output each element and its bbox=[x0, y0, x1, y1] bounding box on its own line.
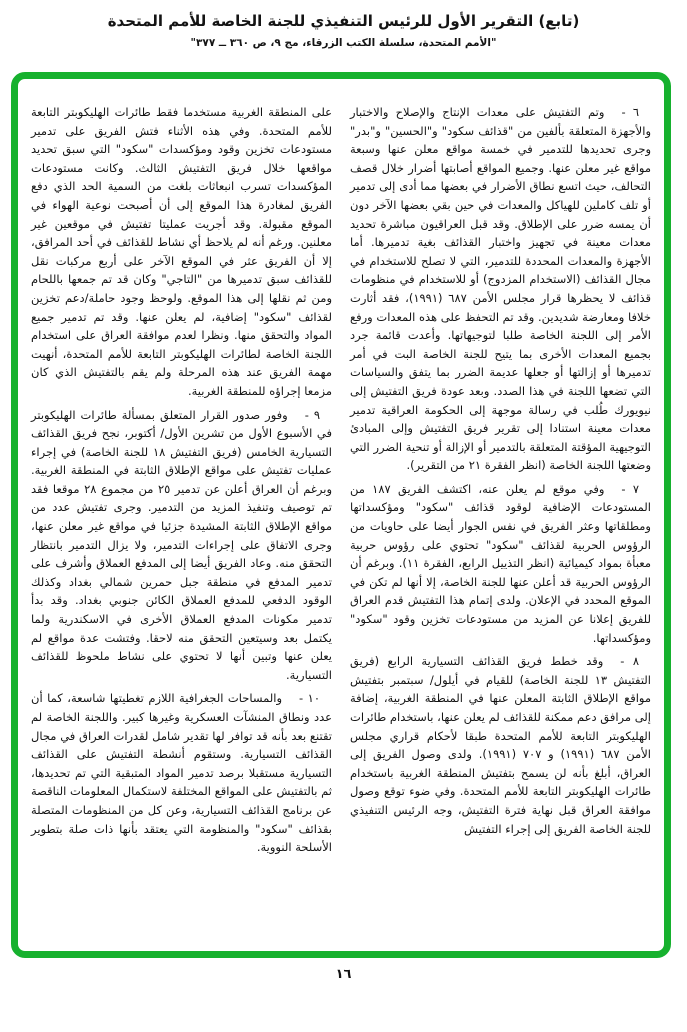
paragraph-7 bbox=[350, 480, 651, 647]
paragraph-text: على المنطقة الغربية مستخدما فقط طائرات الهليكوبتر التابعة للأمم المتحدة. وفي هذه الأثناء فتش الفريق على تدمير مستودعات تخزين وقود ومؤكسدات "سكود" التي سبق تحديد مواقعها خلال فريق التفتيش الثالث. وكانت مستودعات المؤكسدات تسرب انبعاثات بلغت من السمية الحد الذي دفع الفريق لمغادرة هذا الموقع إلى أن أصبحت نوعية الهواء في الموقع مقبولة. وقد أجريت عمليتا تفتيش في موقعين غير معلنين. ورغم أنه لم يلاحظ أي نشاط للقذائف في أحد المرافق، إلا أن الفريق عثر في الموقع الآخر على أربع مركبات نقل للقذائف سبق تدميرها من "التاجي" وكان قد تم جمعها باللحام ومن ثم نقلها إلى هذا الموقع. ولوحظ وجود حاملة/دعم تخزين لقذائف "سكود" إضافية، لم يعلن عنها. وقد تم تدمير جميع المواد والتحقق منها. ونظرا لعدم موافقة العراق على استخدام اللجنة الخاصة لطائرات الهليكوبتر التابعة للأمم المتحدة، أنهيت مهمة الفريق عند هذه المرحلة ولم يقم بالتفتيش الذي كان مزمعا إجراؤه للمنطقة الغربية. bbox=[31, 105, 332, 398]
page-footer bbox=[0, 963, 687, 982]
paragraph-number: ٧ - bbox=[621, 481, 640, 496]
document-header bbox=[0, 12, 687, 49]
text-column-right bbox=[350, 103, 651, 938]
paragraph-number: ٨ - bbox=[620, 654, 639, 669]
paragraph-number: ٩ - bbox=[304, 407, 320, 422]
paragraph-10 bbox=[31, 689, 332, 856]
paragraph-text: والمساحات الجغرافية اللازم تغطيتها شاسعة، كما أن عدد ونطاق المنشآت العسكرية وغيرها كبير. واللجنة الخاصة لم تقتنع بعد بأنه قد توافر لها تقدير شامل لقدرات العراق في مجال القذائف التسيارية. وستقوم أنشطة التفتيش على القذائف التسيارية مستقبلا برصد تدمير المواد المتبقية التي تم تحديدها، ثم بالتفتيش على المواقع المختلفة لاستكمال المعلومات الناقصة عن برنامج القذائف التسيارية، وعن كل من المنظومات المتصلة بقذائف "سكود" والمنظومة التي يعتقد بأنها ذات صلة بتطوير الأسلحة النووية. bbox=[31, 691, 332, 855]
paragraph-text: وقد خطط فريق القذائف التسيارية الرابع (فريق التفتيش ١٣ للجنة الخاصة) للقيام في أيلول/ سبتمبر بتفتيش مواقع الإطلاق الثابتة المعلن عنها في المنطقة الغربية، إضافة إلى مرافق دعم ممكنة للقذائف لم يعلن عنها، باستخدام طائرات الهليكوبتر التابعة للأمم المتحدة طبقا لأحكام قراري مجلس الأمن ٦٨٧ (١٩٩١) و ٧٠٧ (١٩٩١). ولدى وصول الفريق إلى العراق، أبلغ بأنه لن يسمح بتفتيش المنطقة الغربية باستخدام طائرات الهليكوبتر التابعة للأمم المتحدة. وفي ضوء توقع وصول موافقة العراق قبل نهاية فترة التفتيش، وجه الرئيس التنفيذي للجنة الخاصة الفريق إلى إجراء التفتيش bbox=[350, 654, 652, 836]
paragraph-number: ١٠ - bbox=[299, 691, 320, 706]
document-body bbox=[11, 72, 671, 958]
paragraph-8-continued bbox=[31, 103, 332, 401]
document-subtitle: "الأمم المتحدة، سلسلة الكتب الزرقاء، مج ٩، ص ٣٦٠ ــ ٣٧٧" bbox=[190, 37, 497, 49]
paragraph-6 bbox=[350, 103, 651, 475]
text-column-left bbox=[31, 103, 332, 938]
paragraph-8 bbox=[350, 652, 651, 838]
page-title: (تابع) التقرير الأول للرئيس التنفيذي للجنة الخاصة للأمم المتحدة bbox=[107, 12, 580, 30]
page-number: ١٦ bbox=[335, 967, 352, 982]
paragraph-9 bbox=[31, 406, 332, 685]
paragraph-number: ٦ - bbox=[621, 105, 639, 119]
paragraph-text: وفور صدور القرار المتعلق بمسألة طائرات الهليكوبتر في الأسبوع الأول من تشرين الأول/ أكتوبر، نجح فريق القذائف التسيارية الخامس (فريق التفتيش ١٨ للجنة الخاصة) في إجراء عمليات تفتيش على مواقع الإطلاق الثابتة في المنطقة الغربية. وبرغم أن العراق أعلن عن تدمير ٢٥ من مجموع ٢٨ موقعا فقد تم توصيف وتنفيذ المزيد من التدمير. وجرى تفتيش عدد من مواقع الإطلاق الثابتة المشيدة جزئيا في مواقع غير معلن عنها، وجرى الاتفاق على إجراءات التدمير، ولا يزال التدمير بانتظار التحقق منه. وعاد الفريق أيضا إلى المدفع العملاق وأشرف على تدمير المدفع في منطقة جبل حمرين شمالي بغداد وكذلك الوقود الدفعي للمدفع العملاق الكائن جنوبي بغداد. وقد بدأ تدمير مكونات المدفع العملاق الأخرى في الاسكندرية ولما يكتمل بعد وسيتعين التحقق منه لاحقا. وفتشت عدة مواقع لم يعلن عنها وتبين أنها لا تحتوي على نشاط ملحوظ للقذائف التسيارية. bbox=[31, 407, 333, 682]
paragraph-text: وفي موقع لم يعلن عنه، اكتشف الفريق ١٨٧ من المستودعات الإضافية لوقود قذائف "سكود" ومؤكسداتها ومطلقاتها وعثر الفريق في نفس الجوار أيضا على حاويات من الرؤوس الحربية لقذائف "سكود" تحتوي على رؤوس حربية معبأة بمواد كيميائية (انظر التذييل الرابع، الفقرة ١١). وبرغم أن الرؤوس الحربية قد أعلن عنها للجنة الخاصة، إلا أنها لم تكن في الموقع المحدد في الإعلان. ولدى إتمام هذا التفتيش قدم العراق للفريق إعلانا عن المزيد من مستودعات تخزين وقود "سكود" ومؤكسداتها. bbox=[350, 481, 651, 645]
paragraph-text: وتم التفتيش على معدات الإنتاج والإصلاح والاختبار والأجهزة المتعلقة بألفين من "قذائف سكود" و"الحسين" و"بدر" وجرى تحديدها للتدمير في خمسة مواقع معلن عنها وسبعة مواقع غير معلن عنها. وجميع المواقع أصابتها أضرار خلال قصف التحالف، حيث اتسع نطاق الأضرار في بعضها مما أدى إلى تدمير أو تلف كاملين للهياكل والمعدات في حين بقي بعضها الآخر دون أن يمسه ضرر على الإطلاق. وقد قبل العراقيون مباشرة تحديد معدات معينة في تجهيز واختبار القذائف بغية تدميرها. أما الأجهزة والمعدات المحددة للتدمير، التي لا تصلح للاستخدام في مجال القذائف (الاستخدام المزدوج) أو للاستخدام في منظومات قذائف لا يحظرها قرار مجلس الأمن ٦٨٧ (١٩٩١)، فقد أثارت خلافا ومعارضة شديدين. وقد تم التحفظ على هذه المعدات ورفع الأمر إلى اللجنة الخاصة طلبا لتوجيهاتها. وأعدت قائمة جرد بجميع المعدات الأخرى بما يتيح للجنة الخاصة البت في أمر تدميرها أو إزالتها أو جعلها عديمة الضرر بما يتفق والسياسات التي تضعها اللجنة في هذا الصدد. وبعد عودة فريق التفتيش إلى نيويورك طُلب في رسالة موجهة إلى الحكومة العراقية تدمير معدات معينة استنادا إلى تقرير فريق التفتيش وإلى المبادئ التوجيهية المؤقتة المتعلقة بالتدمير أو الإزالة أو تنحية الضرر التي وضعتها اللجنة الخاصة (انظر الفقرة ٢١ من التقرير). bbox=[350, 105, 651, 473]
